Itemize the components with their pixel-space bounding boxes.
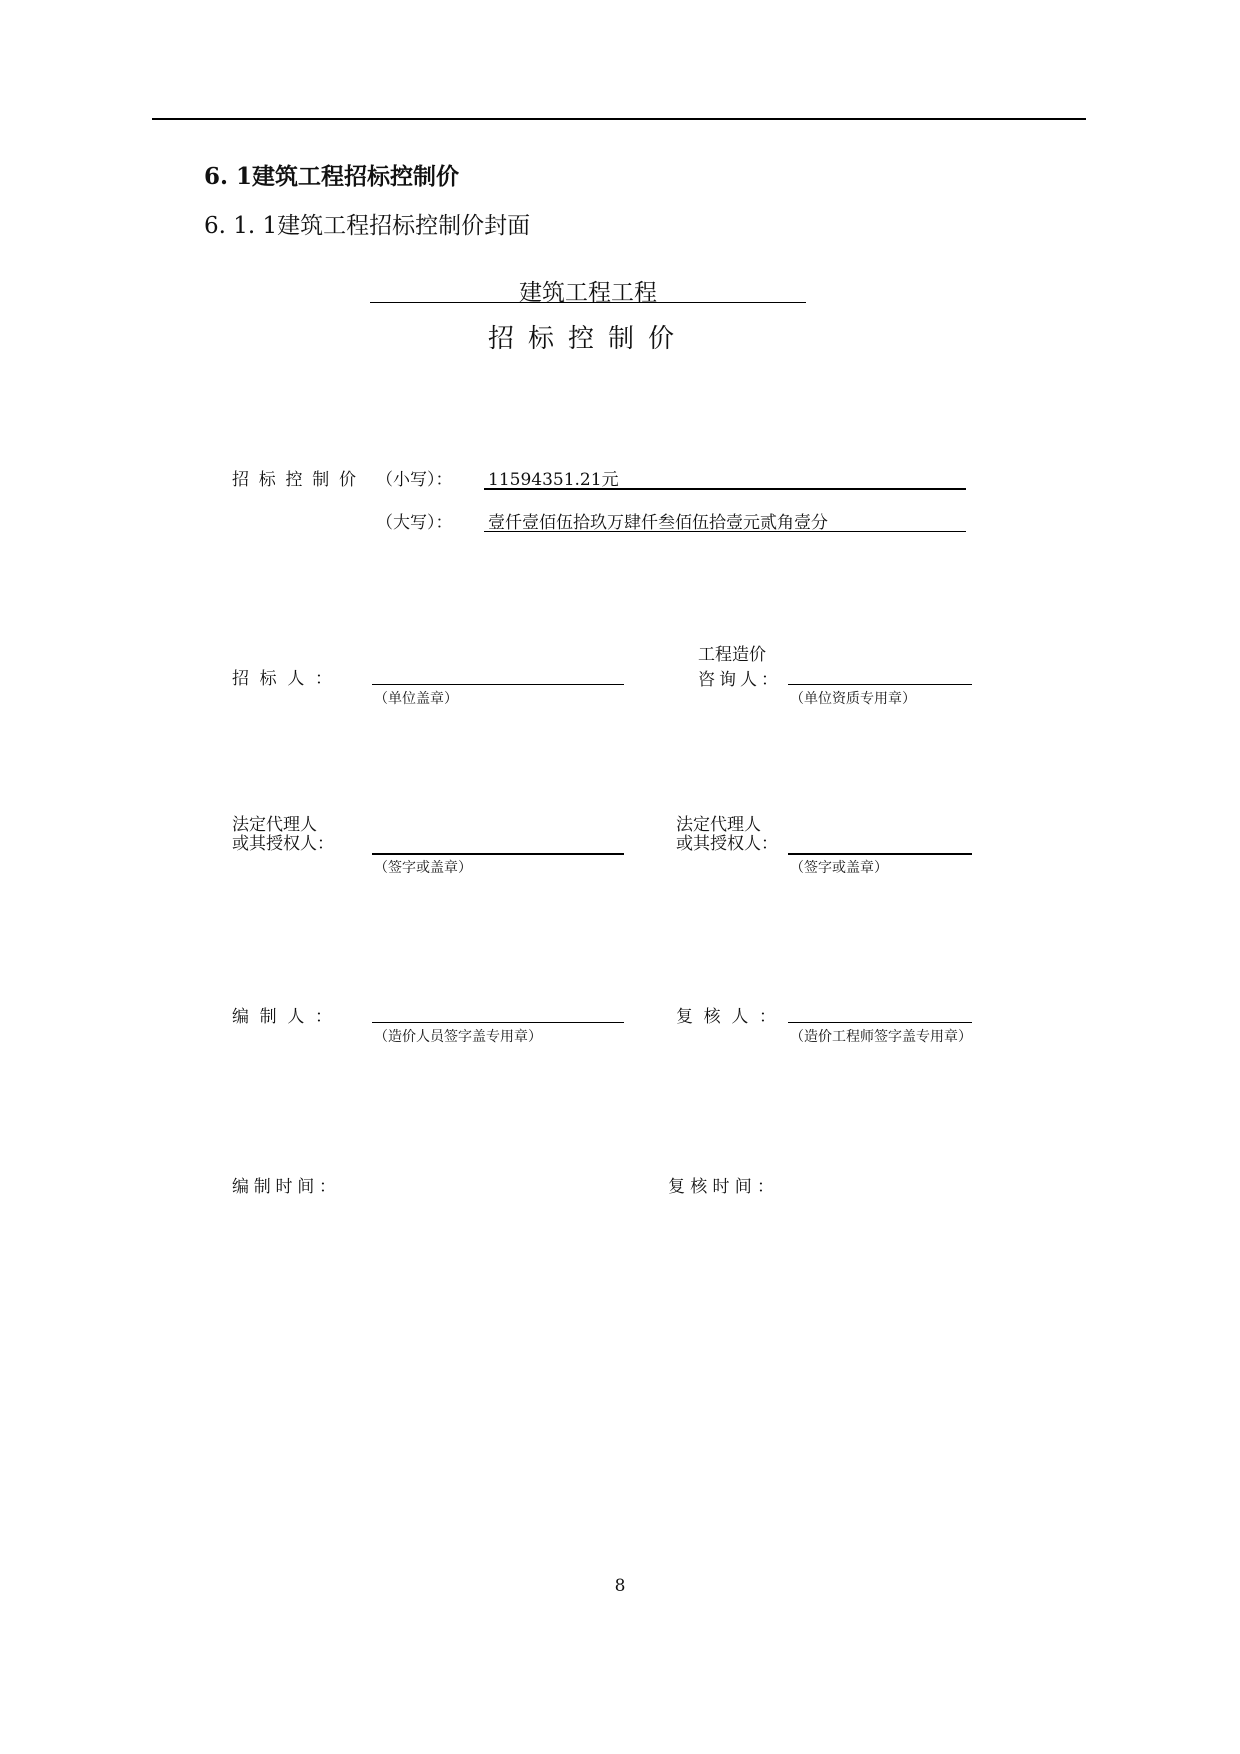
cover-project-underline [370, 302, 806, 303]
legal-rep-right-signature-line [788, 853, 972, 855]
tenderer-signature-line [372, 684, 624, 685]
consultant-note: （单位资质专用章） [790, 691, 916, 707]
consultant-label-line2: 咨询人： [698, 670, 778, 690]
consultant-label-line1: 工程造价 [698, 645, 766, 665]
compiler-label: 编制人： [232, 1007, 332, 1027]
tenderer-label: 招标人： [232, 669, 332, 689]
legal-rep-right-label-line1: 法定代理人 [676, 815, 761, 835]
consultant-signature-line [788, 684, 972, 685]
compile-time-label: 编制时间： [232, 1177, 336, 1197]
cover-project-name: 建筑工程工程 [519, 280, 657, 306]
price-label: 招标控制价 [232, 470, 356, 490]
tenderer-note: （单位盖章） [374, 691, 458, 707]
price-upper-line [484, 531, 966, 532]
page-number: 8 [614, 1576, 626, 1596]
reviewer-note: （造价工程师签字盖专用章） [790, 1029, 972, 1045]
price-lower-line [484, 488, 966, 490]
reviewer-label: 复核人： [676, 1007, 776, 1027]
compiler-note: （造价人员签字盖专用章） [374, 1029, 542, 1045]
section-heading: 6. 1建筑工程招标控制价 [204, 163, 460, 190]
legal-rep-right-note: （签字或盖章） [790, 860, 888, 876]
price-upper-label: （大写）： [376, 513, 453, 533]
price-upper-value: 壹仟壹佰伍拾玖万肆仟叁佰伍拾壹元贰角壹分 [488, 513, 828, 533]
price-lower-value: 11594351.21元 [488, 470, 619, 490]
legal-rep-left-note: （签字或盖章） [374, 860, 472, 876]
compiler-signature-line [372, 1022, 624, 1023]
header-rule [152, 118, 1086, 120]
legal-rep-left-signature-line [372, 853, 624, 855]
subsection-heading: 6. 1. 1建筑工程招标控制价封面 [204, 213, 531, 239]
price-lower-label: （小写）： [376, 470, 453, 490]
legal-rep-left-label-line2: 或其授权人： [232, 834, 334, 854]
cover-title: 招标控制价 [487, 324, 688, 354]
reviewer-signature-line [788, 1022, 972, 1023]
review-time-label: 复核时间： [668, 1177, 774, 1197]
legal-rep-right-label-line2: 或其授权人： [676, 834, 778, 854]
legal-rep-left-label-line1: 法定代理人 [232, 815, 317, 835]
